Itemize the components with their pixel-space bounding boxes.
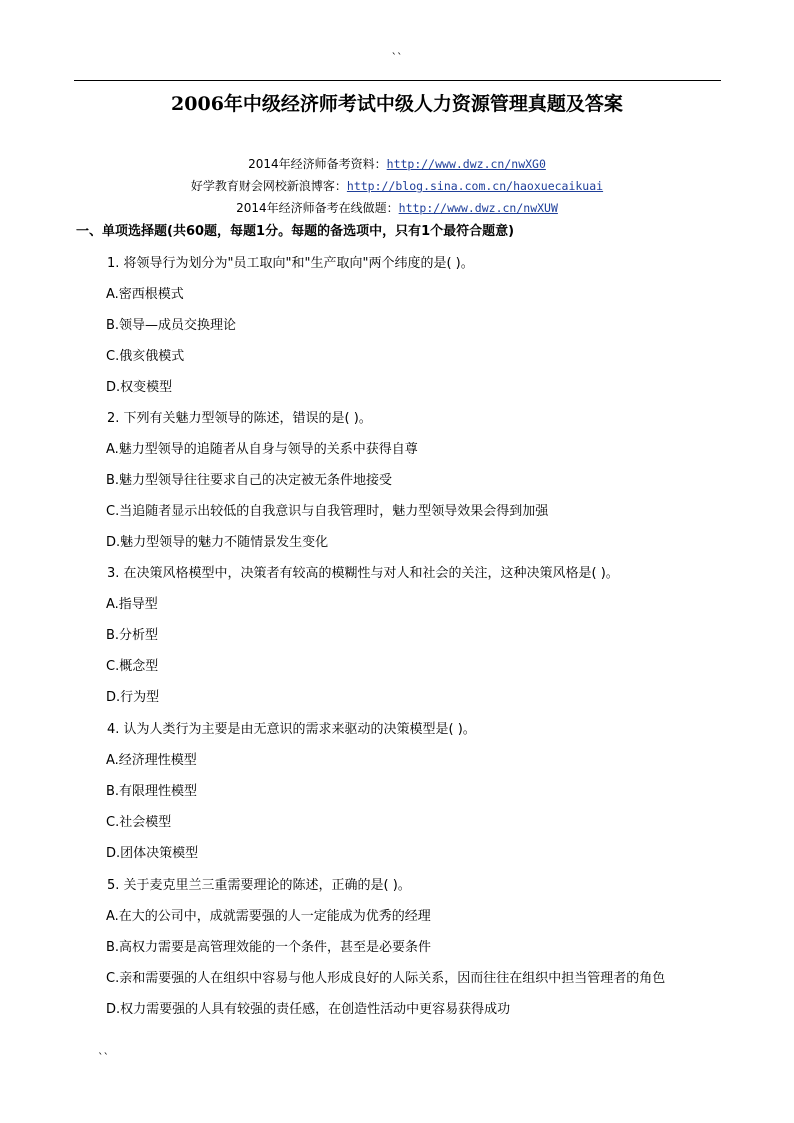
answer-option: C.社会模型 bbox=[106, 815, 172, 830]
resource-link[interactable]: http://www.dwz.cn/nwXUW bbox=[398, 201, 558, 215]
answer-option: B.有限理性模型 bbox=[106, 784, 198, 799]
answer-option: B.分析型 bbox=[106, 628, 159, 643]
answer-option: C.当追随者显示出较低的自我意识与自我管理时，魅力型领导效果会得到加强 bbox=[106, 504, 549, 519]
answer-option: A.指导型 bbox=[106, 597, 158, 612]
answer-option: B.高权力需要是高管理效能的一个条件，甚至是必要条件 bbox=[106, 940, 432, 955]
resource-link[interactable]: http://www.dwz.cn/nwXG0 bbox=[386, 157, 546, 171]
answer-option: D.魅力型领导的魅力不随情景发生变化 bbox=[106, 535, 329, 550]
answer-option: C.概念型 bbox=[106, 659, 159, 674]
answer-option: A.经济理性模型 bbox=[106, 753, 197, 768]
question-stem: 3. 在决策风格模型中，决策者有较高的模糊性与对人和社会的关注，这种决策风格是( )。 bbox=[107, 566, 619, 581]
resource-label: 2014年经济师备考在线做题： bbox=[236, 201, 399, 215]
answer-option: C.亲和需要强的人在组织中容易与他人形成良好的人际关系，因而往往在组织中担当管理者的角色 bbox=[106, 971, 666, 986]
question-stem: 4. 认为人类行为主要是由无意识的需求来驱动的决策模型是( )。 bbox=[107, 722, 476, 737]
answer-option: A.密西根模式 bbox=[106, 287, 184, 302]
header-divider bbox=[74, 80, 721, 81]
answer-option: B.领导—成员交换理论 bbox=[106, 318, 237, 333]
answer-option: D.权变模型 bbox=[106, 380, 173, 395]
document-title: 2006年中级经济师考试中级人力资源管理真题及答案 bbox=[171, 93, 623, 115]
resource-link[interactable]: http://blog.sina.com.cn/haoxuecaikuai bbox=[346, 179, 604, 193]
question-stem: 2. 下列有关魅力型领导的陈述，错误的是( )。 bbox=[107, 411, 372, 426]
answer-option: C.俄亥俄模式 bbox=[106, 349, 185, 364]
header-mark: `` bbox=[391, 51, 403, 64]
footer-mark: `` bbox=[98, 1051, 109, 1064]
resource-line-practice bbox=[0, 199, 794, 217]
resource-line-materials bbox=[0, 155, 794, 173]
answer-option: D.团体决策模型 bbox=[106, 846, 199, 861]
question-stem: 1. 将领导行为划分为"员工取向"和"生产取向"两个纬度的是( )。 bbox=[107, 256, 474, 271]
resource-line-blog bbox=[0, 177, 794, 195]
answer-option: B.魅力型领导往往要求自己的决定被无条件地接受 bbox=[106, 473, 393, 488]
answer-option: A.在大的公司中，成就需要强的人一定能成为优秀的经理 bbox=[106, 909, 431, 924]
answer-option: A.魅力型领导的追随者从自身与领导的关系中获得自尊 bbox=[106, 442, 418, 457]
resource-label: 2014年经济师备考资料： bbox=[248, 157, 387, 171]
answer-option: D.权力需要强的人具有较强的责任感，在创造性活动中更容易获得成功 bbox=[106, 1002, 511, 1017]
question-stem: 5. 关于麦克里兰三重需要理论的陈述，正确的是( )。 bbox=[107, 878, 411, 893]
section-heading: 一、单项选择题(共60题，每题1分。每题的备选项中，只有1个最符合题意) bbox=[76, 224, 515, 239]
resource-label: 好学教育财会网校新浪博客： bbox=[190, 179, 347, 193]
answer-option: D.行为型 bbox=[106, 690, 160, 705]
